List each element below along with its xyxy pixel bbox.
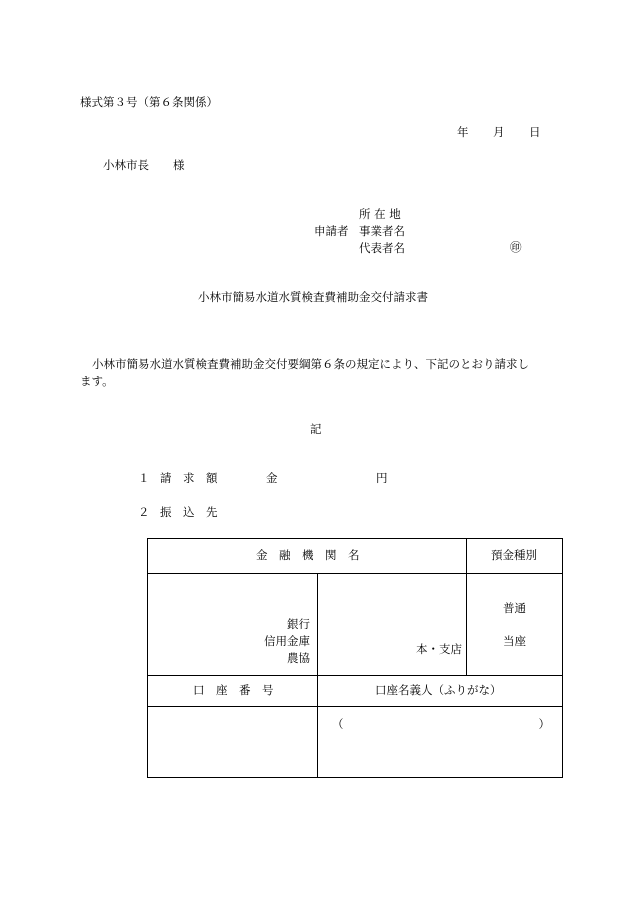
body-line-2: ます。 [80, 374, 114, 388]
deposit-type-header-cell [467, 539, 563, 574]
applicant-label: 申請者 [314, 224, 349, 238]
item-amount-label: 請 求 額 [160, 471, 218, 485]
bank-type-nokyo: 農協 [287, 651, 310, 665]
paren-close: ） [538, 717, 550, 731]
bank-type-cell [148, 574, 318, 676]
deposit-type-cell [467, 574, 563, 676]
account-holder-header: 口座名義人（ふりがな） [375, 683, 502, 697]
deposit-type-futsu: 普通 [503, 601, 526, 615]
item-transfer-label: 振 込 先 [160, 505, 218, 519]
date-year: 年 [457, 125, 469, 139]
deposit-type-toza: 当座 [503, 634, 526, 648]
bank-type-shinkin: 信用金庫 [264, 634, 310, 648]
account-holder-header-cell [318, 676, 563, 707]
ki-heading: 記 [310, 422, 322, 436]
item-amount-yen: 円 [376, 471, 388, 485]
form-number: 様式第３号（第６条関係） [80, 95, 218, 109]
date-month: 月 [493, 125, 505, 139]
item-amount-kin: 金 [266, 471, 278, 485]
date-day: 日 [529, 125, 541, 139]
paren-open: （ [332, 717, 344, 731]
document-title: 小林市簡易水道水質検査費補助金交付請求書 [198, 290, 428, 304]
account-number-header: 口 座 番 号 [193, 683, 274, 697]
transfer-destination-table [147, 538, 563, 778]
applicant-representative-label: 代表者名 [359, 241, 405, 255]
branch-label: 本・支店 [416, 642, 462, 656]
bank-name-header: 金 融 機 関 名 [256, 548, 360, 562]
deposit-type-header: 預金種別 [491, 548, 537, 562]
applicant-business-label: 事業者名 [359, 224, 405, 238]
bank-name-header-cell [148, 539, 467, 574]
body-line-1: 小林市簡易水道水質検査費補助金交付要綱第６条の規定により、下記のとおり請求し [92, 357, 529, 371]
addressee-name: 小林市長 [103, 158, 149, 172]
addressee-honorific: 様 [173, 158, 185, 172]
branch-cell [318, 574, 467, 676]
bank-type-bank: 銀行 [287, 617, 310, 631]
applicant-location-label: 所 在 地 [359, 207, 401, 221]
item-amount-number: １ [138, 471, 150, 485]
account-number-header-cell [148, 676, 318, 707]
account-holder-value-cell [318, 707, 563, 778]
account-number-value-cell [148, 707, 318, 778]
item-transfer-number: ２ [138, 505, 150, 519]
seal-mark: ㊞ [510, 240, 522, 254]
